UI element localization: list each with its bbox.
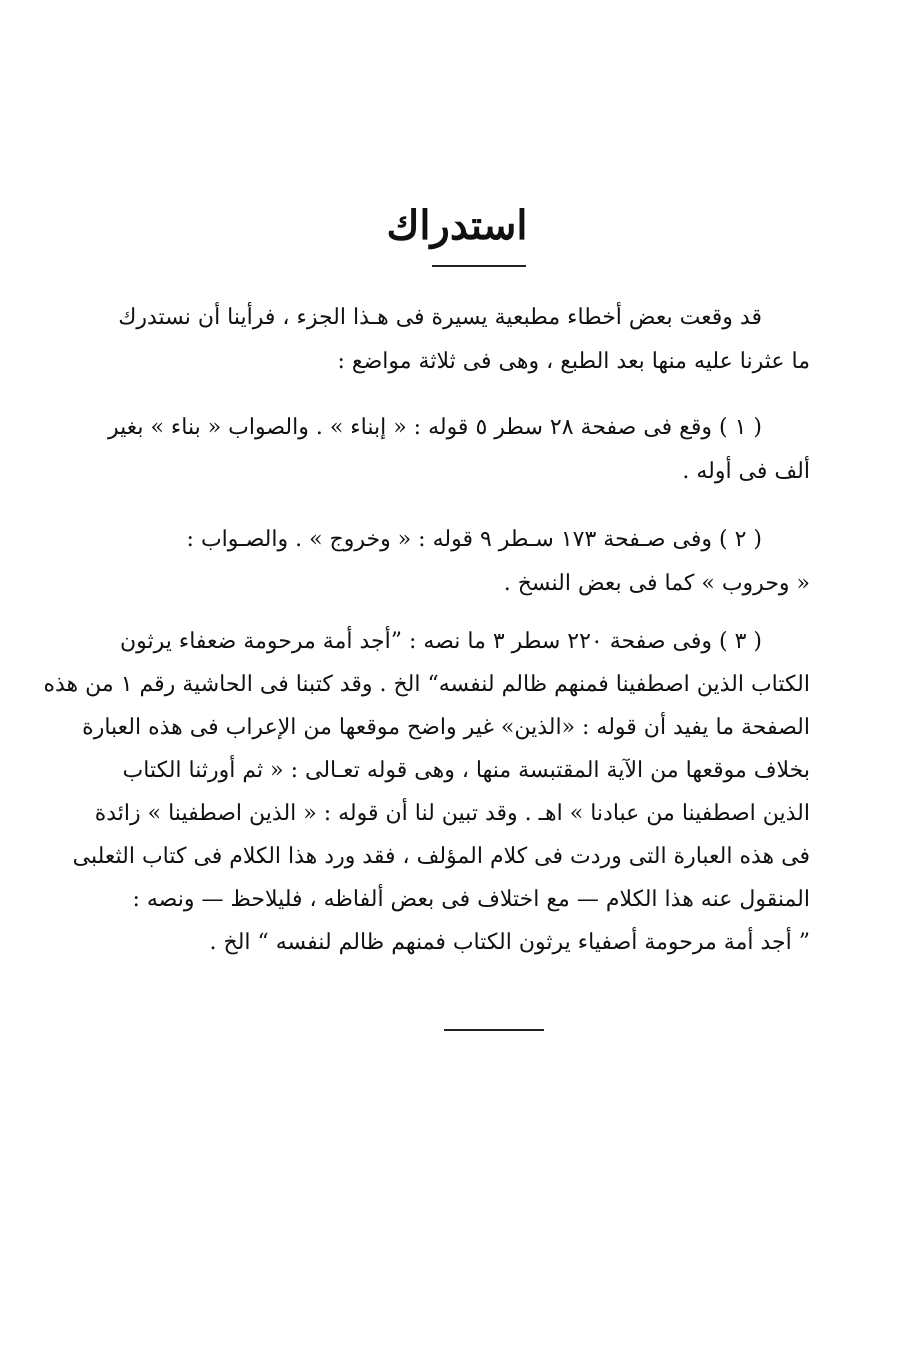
- text-line: الصفحة ما يفيد أن قوله : «الذين» غير واضح موقعها من الإعراب فى هذه العبارة: [82, 715, 810, 740]
- text-line: ( ٢ ) وفى صـفحة ١٧٣ سـطر ٩ قوله : « وخروج » . والصـواب :: [186, 527, 762, 552]
- text-line: قد وقعت بعض أخطاء مطبعية يسيرة فى هـذا الجزء ، فرأينا أن نستدرك: [118, 305, 762, 330]
- text-line: فى هذه العبارة التى وردت فى كلام المؤلف ، فقد ورد هذا الكلام فى كتاب الثعلبى: [72, 844, 810, 869]
- text-line: الذين اصطفينا من عبادنا » اهـ . وقد تبين لنا أن قوله : « الذين اصطفينا » زائدة: [94, 801, 810, 826]
- text-line: ” أجد أمة مرحومة أصفياء يرثون الكتاب فمنهم ظالم لنفسه “ الخ .: [209, 930, 810, 955]
- text-line: « وحروب » كما فى بعض النسخ .: [503, 571, 810, 596]
- text-line: ( ٣ ) وفى صفحة ٢٢٠ سطر ٣ ما نصه : ”أجد أمة مرحومة ضعفاء يرثون: [119, 629, 762, 654]
- intro-paragraph: [118, 296, 810, 384]
- text-line: بخلاف موقعها من الآية المقتبسة منها ، وهى قوله تعـالى : « ثم أورثنا الكتاب: [122, 758, 810, 783]
- title-underline: [432, 265, 526, 267]
- text-line: المنقول عنه هذا الكلام — مع اختلاف فى بعض ألفاظه ، فليلاحظ — ونصه :: [132, 887, 810, 912]
- correction-item-3: [43, 620, 810, 964]
- text-line: ألف فى أوله .: [682, 459, 810, 484]
- correction-item-2: [166, 518, 810, 606]
- page-title: استدراك: [386, 202, 528, 249]
- correction-item-1: [107, 406, 810, 494]
- end-rule: [444, 1029, 544, 1031]
- text-line: ( ١ ) وقع فى صفحة ٢٨ سطر ٥ قوله : « إبناء » . والصواب « بناء » بغير: [107, 415, 762, 440]
- text-line: الكتاب الذين اصطفينا فمنهم ظالم لنفسه“ الخ . وقد كتبنا فى الحاشية رقم ١ من هذه: [43, 672, 810, 697]
- text-line: ما عثرنا عليه منها بعد الطبع ، وهى فى ثلاثة مواضع :: [337, 349, 810, 374]
